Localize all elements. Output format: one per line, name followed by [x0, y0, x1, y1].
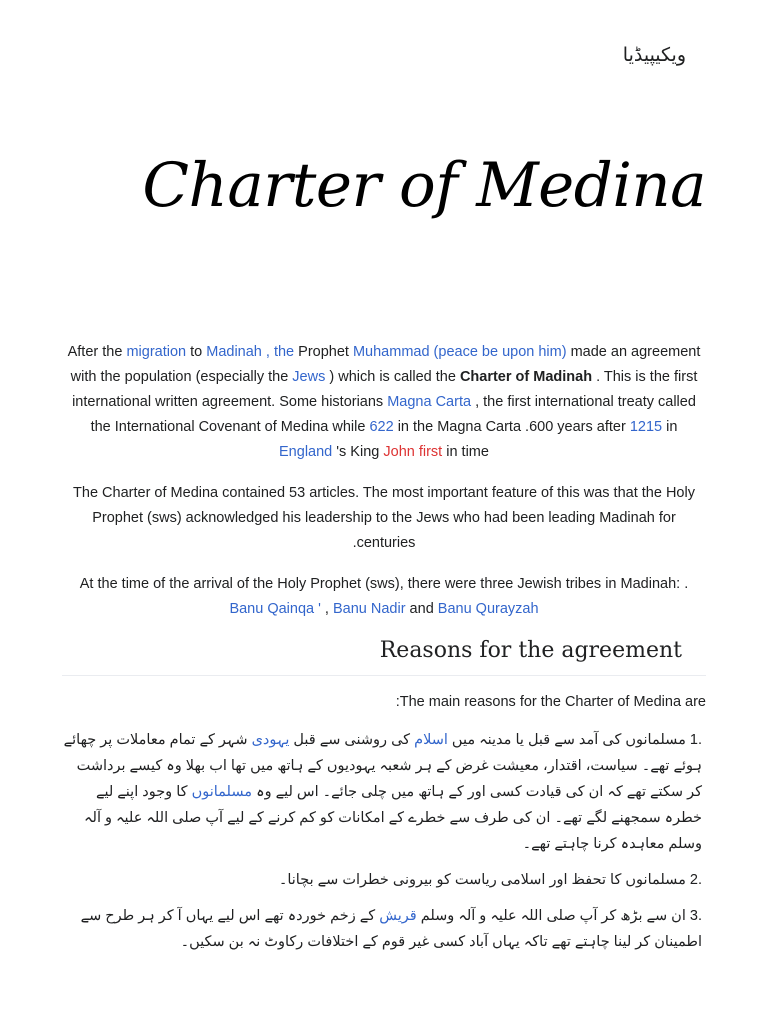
bold-charter-name: Charter of Madinah [459, 369, 593, 385]
text: After the [67, 344, 127, 360]
link-yahudi[interactable]: یہودی [251, 732, 290, 748]
text: in [662, 419, 678, 435]
section-heading: Reasons for the agreement [62, 638, 706, 676]
text: مسلمانوں کی آمد سے قبل یا مدینہ میں [447, 732, 686, 748]
link-muhammad[interactable]: Muhammad (peace be upon him) [352, 344, 567, 360]
text: مسلمانوں کا تحفظ اور اسلامی ریاست کو بیرونی خطرات سے بچانا۔ [278, 872, 686, 888]
link-england[interactable]: England [279, 444, 333, 460]
list-number: 2. [689, 872, 702, 888]
link-migration[interactable]: migration [126, 344, 187, 360]
link-magna-carta[interactable]: Magna Carta [387, 394, 472, 410]
article-content [62, 340, 706, 965]
text: to [186, 344, 207, 360]
link-muslims[interactable]: مسلمانوں [191, 784, 253, 800]
text: . This is the first international written agreement. Some historians [72, 369, 698, 410]
text: , [320, 601, 333, 617]
text: ) which is called the [325, 369, 460, 385]
text: and [405, 601, 438, 617]
text: کے زخم خوردہ تھے اس لیے یہاں آ کر ہر طرح سے اطمینان کر لینا چاہتے تھے تاکہ یہاں آباد کسی غیر قوم کے اختلافات رکاوٹ نہ بن سکیں۔ [80, 908, 702, 950]
text: Prophet [294, 344, 353, 360]
link-quraish[interactable]: قریش [379, 908, 417, 924]
reason-item-3 [62, 903, 706, 955]
text: , the first international treaty called the International Covenant of Medina while [90, 394, 696, 435]
paragraph-intro [62, 340, 706, 465]
link-jews[interactable]: Jews [292, 369, 326, 385]
link-banu-qainqa[interactable]: Banu Qainqa ' [229, 601, 321, 617]
paragraph-articles: The Charter of Medina contained 53 articles. The most important feature of this was that the Holy Prophet (sws) acknowledged his leadership to the Jews who had been leading Madinah for .centuries [73, 485, 695, 551]
link-islam[interactable]: اسلام [414, 732, 448, 748]
link-622[interactable]: 622 [369, 419, 394, 435]
page-title: Charter of Medina [142, 150, 706, 221]
paragraph-tribes [62, 572, 706, 622]
link-banu-qurayzah[interactable]: Banu Qurayzah [437, 601, 539, 617]
reasons-intro: :The main reasons for the Charter of Medina are [395, 694, 706, 710]
text: کی روشنی سے قبل [289, 732, 415, 748]
reason-item-2 [62, 867, 706, 893]
site-name[interactable]: ویکیپیڈیا [622, 44, 686, 66]
text: in the Magna Carta .600 years after [393, 419, 630, 435]
text: ان سے بڑھ کر آپ صلی اللہ علیہ و آلہ وسلم [416, 908, 686, 924]
list-number: 3. [689, 908, 702, 924]
text: in time [442, 444, 489, 460]
link-john-first[interactable]: John first [383, 444, 443, 460]
text: 's King [332, 444, 384, 460]
link-banu-nadir[interactable]: Banu Nadir [332, 601, 406, 617]
link-madinah[interactable]: Madinah , the [206, 344, 295, 360]
reason-item-1 [62, 727, 706, 857]
text: کا وجود اپنے لیے خطرہ سمجھنے لگے تھے۔ ان کی طرف سے خطرے کے امکانات کو کم کرنے کے لیے آپ صلی اللہ علیہ و آلہ وسلم معاہدہ کرنا چاہتے تھے۔ [84, 784, 702, 852]
link-1215[interactable]: 1215 [629, 419, 663, 435]
text: At the time of the arrival of the Holy Prophet (sws), there were three Jewish tribes in Madinah: . [79, 576, 689, 592]
text: شہر کے تمام معاملات پر چھائے ہوئے تھے۔ سیاست، اقتدار، معیشت غرض کے ہر شعبہ یہودیوں کے ہاتھ میں تھا اب بھلا وہ کیسے برداشت کر سکتے تھے کہ ان کی قیادت کسی اور کے ہاتھ میں چلی جائے۔ اس لیے وہ [63, 732, 702, 800]
text: made an agreement with the population (especially the [70, 344, 701, 385]
list-number: 1. [689, 732, 702, 748]
